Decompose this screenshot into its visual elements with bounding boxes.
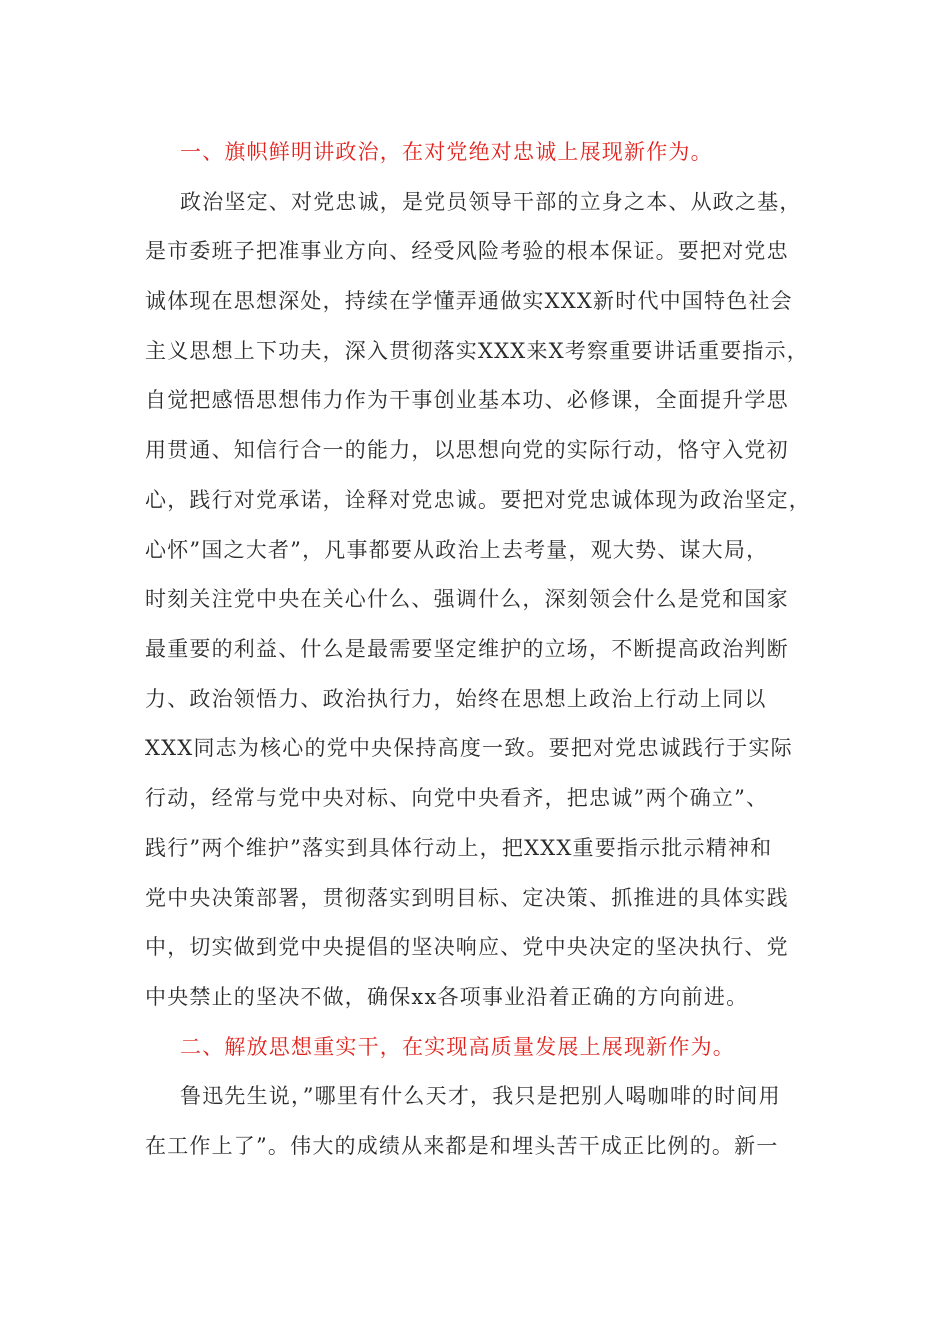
section1-line: 诚体现在思想深处，持续在学懂弄通做实XXX新时代中国特色社会 [145, 289, 793, 313]
section1-line: XXX同志为核心的党中央保持高度一致。要把对党忠诚践行于实际 [145, 736, 793, 760]
section2-heading: 二、解放思想重实干，在实现高质量发展上展现新作为。 [180, 1035, 735, 1059]
section1-line: 践行”两个维护”落实到具体行动上，把XXX重要指示批示精神和 [145, 836, 773, 860]
section1-line: 自觉把感悟思想伟力作为干事创业基本功、必修课，全面提升学思 [145, 388, 789, 412]
section1-line: 中，切实做到党中央提倡的坚决响应、党中央决定的坚决执行、党 [145, 935, 789, 959]
section1-line: 政治坚定、对党忠诚，是党员领导干部的立身之本、从政之基， [180, 190, 802, 214]
section1-line: 时刻关注党中央在关心什么、强调什么，深刻领会什么是党和国家 [145, 587, 789, 611]
section1-line: 心怀”国之大者”，凡事都要从政治上去考量，观大势、谋大局， [145, 538, 769, 562]
section1-heading: 一、旗帜鲜明讲政治，在对党绝对忠诚上展现新作为。 [180, 140, 713, 164]
section1-line: 主义思想上下功夫，深入贯彻落实XXX来X考察重要讲话重要指示， [145, 339, 809, 363]
section2-line: 鲁迅先生说，”哪里有什么天才，我只是把别人喝咖啡的时间用 [180, 1084, 781, 1108]
section1-line: 行动，经常与党中央对标、向党中央看齐，把忠诚”两个确立”、 [145, 786, 769, 810]
section1-line: 中央禁止的坚决不做，确保xx各项事业沿着正确的方向前进。 [145, 985, 749, 1009]
section1-line: 用贯通、知信行合一的能力，以思想向党的实际行动，恪守入党初 [145, 438, 789, 462]
section1-line: 心，践行对党承诺，诠释对党忠诚。要把对党忠诚体现为政治坚定， [145, 488, 811, 512]
section2-line: 在工作上了”。伟大的成绩从来都是和埋头苦干成正比例的。新一 [145, 1134, 779, 1158]
section1-line: 党中央决策部署，贯彻落实到明目标、定决策、抓推进的具体实践 [145, 886, 789, 910]
section1-line: 是市委班子把准事业方向、经受风险考验的根本保证。要把对党忠 [145, 239, 789, 263]
section1-line: 力、政治领悟力、政治执行力，始终在思想上政治上行动上同以 [145, 687, 767, 711]
section1-line: 最重要的利益、什么是最需要坚定维护的立场，不断提高政治判断 [145, 637, 789, 661]
